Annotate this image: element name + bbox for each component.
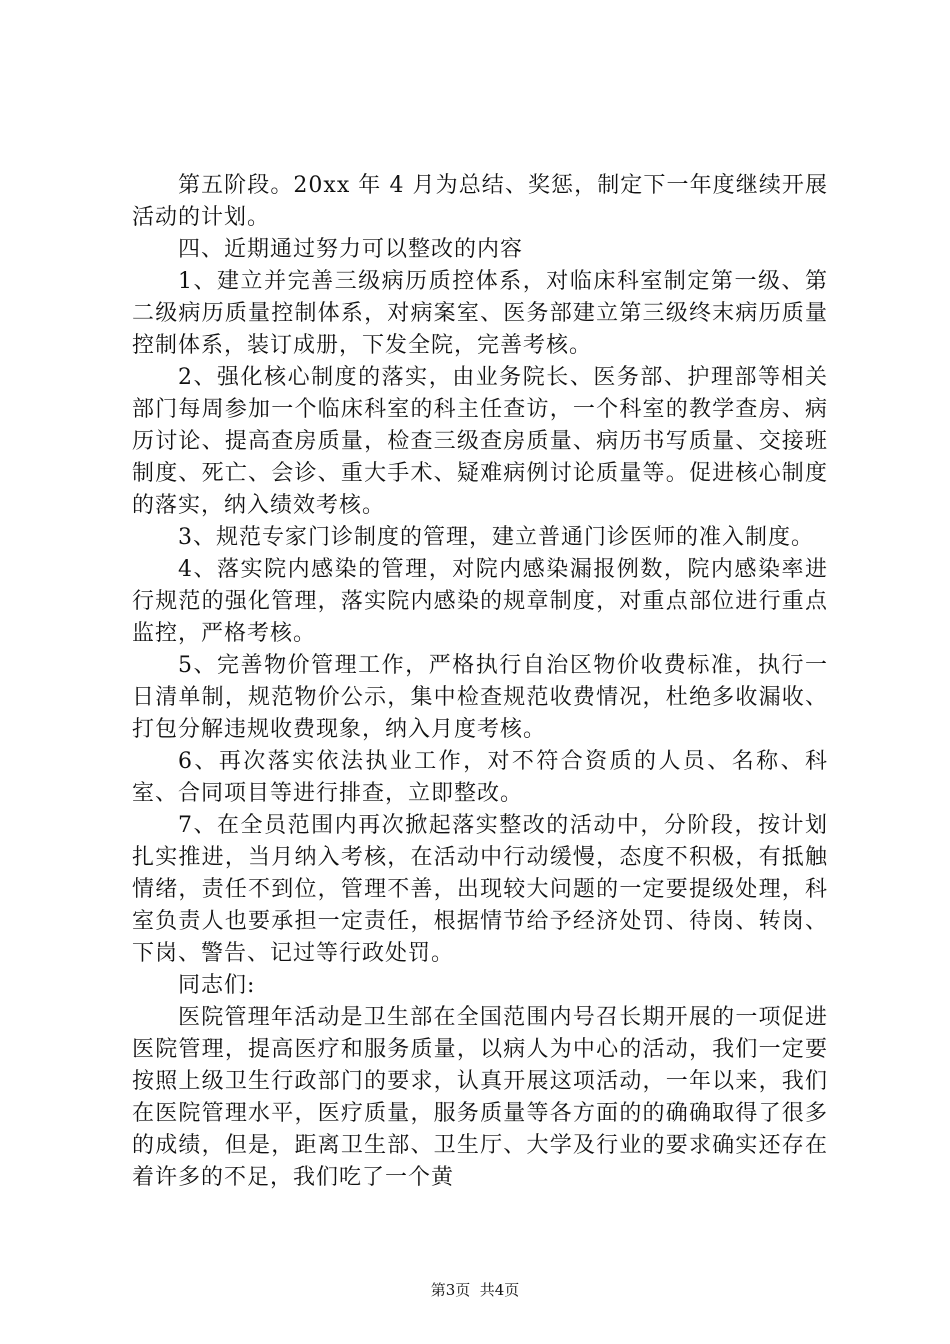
paragraph-item-5: 5、完善物价管理工作，严格执行自治区物价收费标准，执行一日清单制，规范物价公示，集中检查规范收费情况，杜绝多收漏收、打包分解违规收费现象，纳入月度考核。	[132, 653, 828, 742]
document-body	[132, 170, 828, 1194]
paragraph-item-3: 3、规范专家门诊制度的管理，建立普通门诊医师的准入制度。	[178, 525, 814, 550]
paragraph-item-7: 7、在全员范围内再次掀起落实整改的活动中，分阶段，按计划扎实推进，当月纳入考核，在活动中行动缓慢，态度不积极，有抵触情绪，责任不到位，管理不善，出现较大问题的一定要提级处理，科室负责人也要承担一定责任，根据情节给予经济处罚、待岗、转岗、下岗、警告、记过等行政处罚。	[132, 813, 828, 966]
page-number-label: 第3页 共4页	[430, 1281, 520, 1299]
paragraph-item-1: 1、建立并完善三级病历质控体系，对临床科室制定第一级、第二级病历质量控制体系，对病案室、医务部建立第三级终末病历质量控制体系，装订成册，下发全院，完善考核。	[132, 269, 828, 358]
paragraph-stage-five: 第五阶段。20xx 年 4 月为总结、奖惩，制定下一年度继续开展活动的计划。	[132, 173, 828, 230]
paragraph-item-6: 6、再次落实依法执业工作，对不符合资质的人员、名称、科室、合同项目等进行排查，立即整改。	[132, 749, 828, 806]
paragraph-salutation: 同志们:	[178, 973, 256, 998]
paragraph-item-4: 4、落实院内感染的管理，对院内感染漏报例数，院内感染率进行规范的强化管理，落实院内感染的规章制度，对重点部位进行重点监控，严格考核。	[132, 557, 828, 646]
paragraph-item-2: 2、强化核心制度的落实，由业务院长、医务部、护理部等相关部门每周参加一个临床科室的科主任查访，一个科室的教学查房、病历讨论、提高查房质量，检查三级查房质量、病历书写质量、交接班制度、死亡、会诊、重大手术、疑难病例讨论质量等。促进核心制度的落实，纳入绩效考核。	[132, 365, 828, 518]
paragraph-closing: 医院管理年活动是卫生部在全国范围内号召长期开展的一项促进医院管理，提高医疗和服务质量，以病人为中心的活动，我们一定要按照上级卫生行政部门的要求，认真开展这项活动，一年以来，我们在医院管理水平，医疗质量，服务质量等各方面的的确确取得了很多的成绩，但是，距离卫生部、卫生厅、大学及行业的要求确实还存在着许多的不足，我们吃了一个黄	[132, 1005, 828, 1190]
section-heading-rectification: 四、近期通过努力可以整改的内容	[178, 237, 524, 262]
page-footer	[0, 1280, 950, 1300]
